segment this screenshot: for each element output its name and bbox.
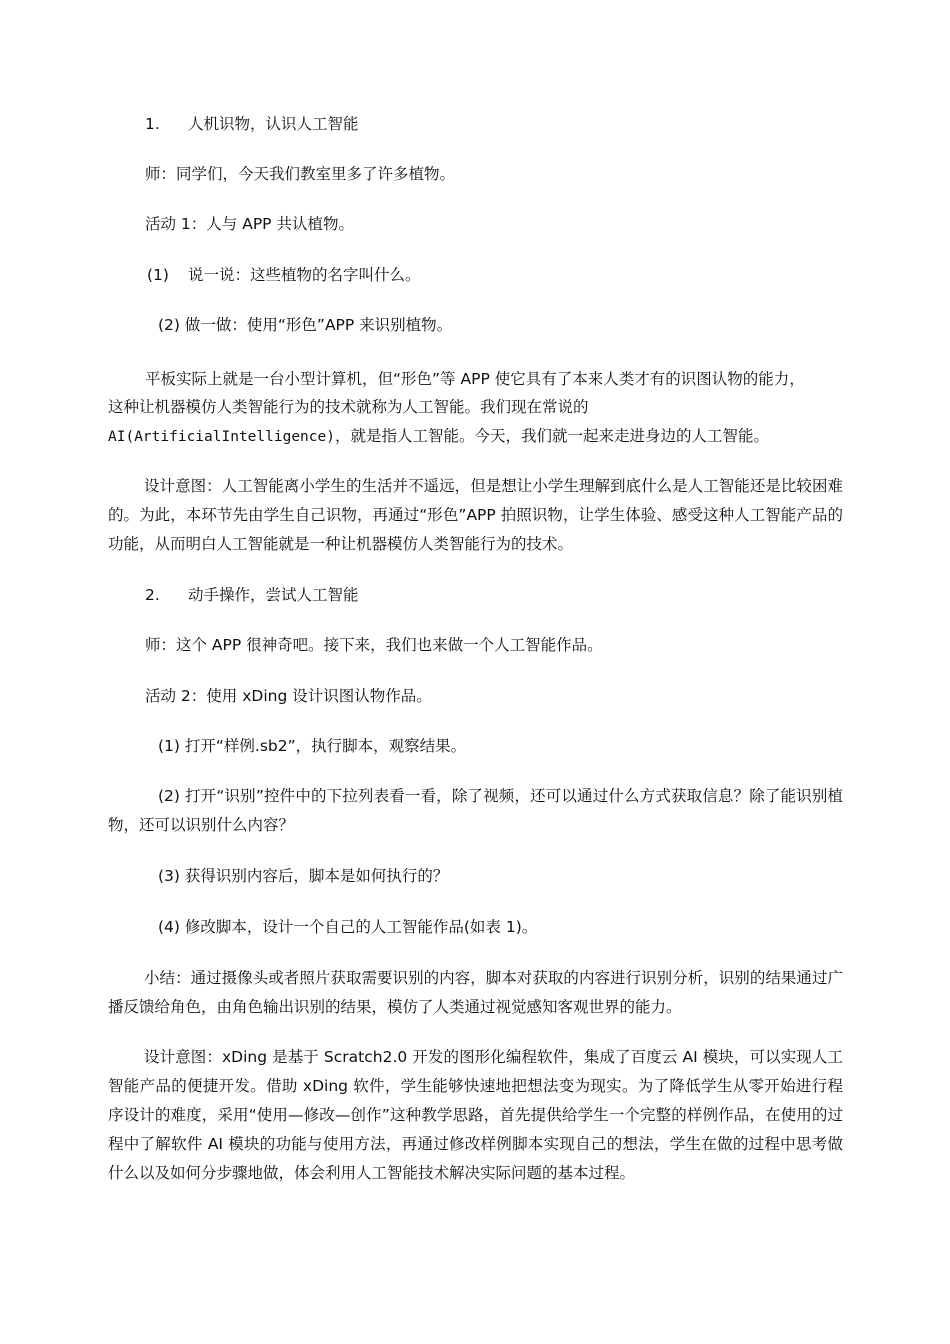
activity-text: 活动 2：使用 xDing 设计识图认物作品。 <box>145 687 432 705</box>
list-item-text: (1) 打开“样例.sb2”，执行脚本，观察结果。 <box>158 737 467 755</box>
summary-paragraph: 小结：通过摄像头或者照片获取需要识别的内容，脚本对获取的内容进行识别分析，识别的结果通过广播反馈给角色，由角色输出识别的结果，模仿了人类通过视觉感知客观世界的能力。 <box>108 969 843 1016</box>
list-item-text: (2) 做一做：使用“形色”APP 来识别植物。 <box>158 316 453 334</box>
list-item-text: (3) 获得识别内容后，脚本是如何执行的？ <box>158 867 449 885</box>
list-item-text: 说一说：这些植物的名字叫什么。 <box>188 266 421 284</box>
paragraph-text: ，就是指人工智能。今天，我们就一起来走进身边的人工智能。 <box>334 427 769 445</box>
section-title: 动手操作，尝试人工智能 <box>188 586 359 604</box>
list-item: (2) 打开“识别”控件中的下拉列表看一看，除了视频，还可以通过什么方式获取信息？除了能识别植物，还可以识别什么内容？ <box>108 787 843 834</box>
activity-text: 活动 1：人与 APP 共认植物。 <box>145 215 354 233</box>
teacher-text: 师：这个 APP 很神奇吧。接下来，我们也来做一个人工智能作品。 <box>145 636 603 654</box>
design-intent-paragraph: 设计意图：人工智能离小学生的生活并不遥远，但是想让小学生理解到底什么是人工智能还是比较困难的。为此，本环节先由学生自己识物，再通过“形色”APP 拍照识物，让学生体验、感受这种人工智能产品的功能，从而明白人工智能就是一种让机器模仿人类智能行为的技术。 <box>108 477 843 553</box>
paragraph-text: 平板实际上就是一台小型计算机，但“形色”等 APP 使它具有了本来人类才有的识图认物的能力， <box>145 370 805 388</box>
section-title: 人机识物，认识人工智能 <box>188 115 359 133</box>
section-number: 1. <box>145 115 160 133</box>
list-item-text: (4) 修改脚本，设计一个自己的人工智能作品(如表 1)。 <box>158 918 538 936</box>
design-intent-paragraph: 设计意图：xDing 是基于 Scratch2.0 开发的图形化编程软件，集成了百度云 AI 模块，可以实现人工智能产品的便捷开发。借助 xDing 软件，学生能够快速地把想法变为现实。为了降低学生从零开始进行程序设计的难度，采用“使用—修改—创作”这种教学思路，首先提供给学生一个完整的样例作品，在使用的过程中了解软件 AI 模块的功能与使用方法，再通过修改样例脚本实现自己的想法，学生在做的过程中思考做什么以及如何分步骤地做，体会利用人工智能技术解决实际问题的基本过程。 <box>108 1048 843 1182</box>
section-number: 2. <box>145 586 160 604</box>
teacher-text: 师：同学们，今天我们教室里多了许多植物。 <box>145 165 456 183</box>
paragraph-text: 这种让机器模仿人类智能行为的技术就称为人工智能。我们现在常说的 <box>108 398 589 416</box>
ai-term: AI(ArtificialIntelligence) <box>108 429 335 445</box>
list-item-number: (1) <box>147 266 169 284</box>
